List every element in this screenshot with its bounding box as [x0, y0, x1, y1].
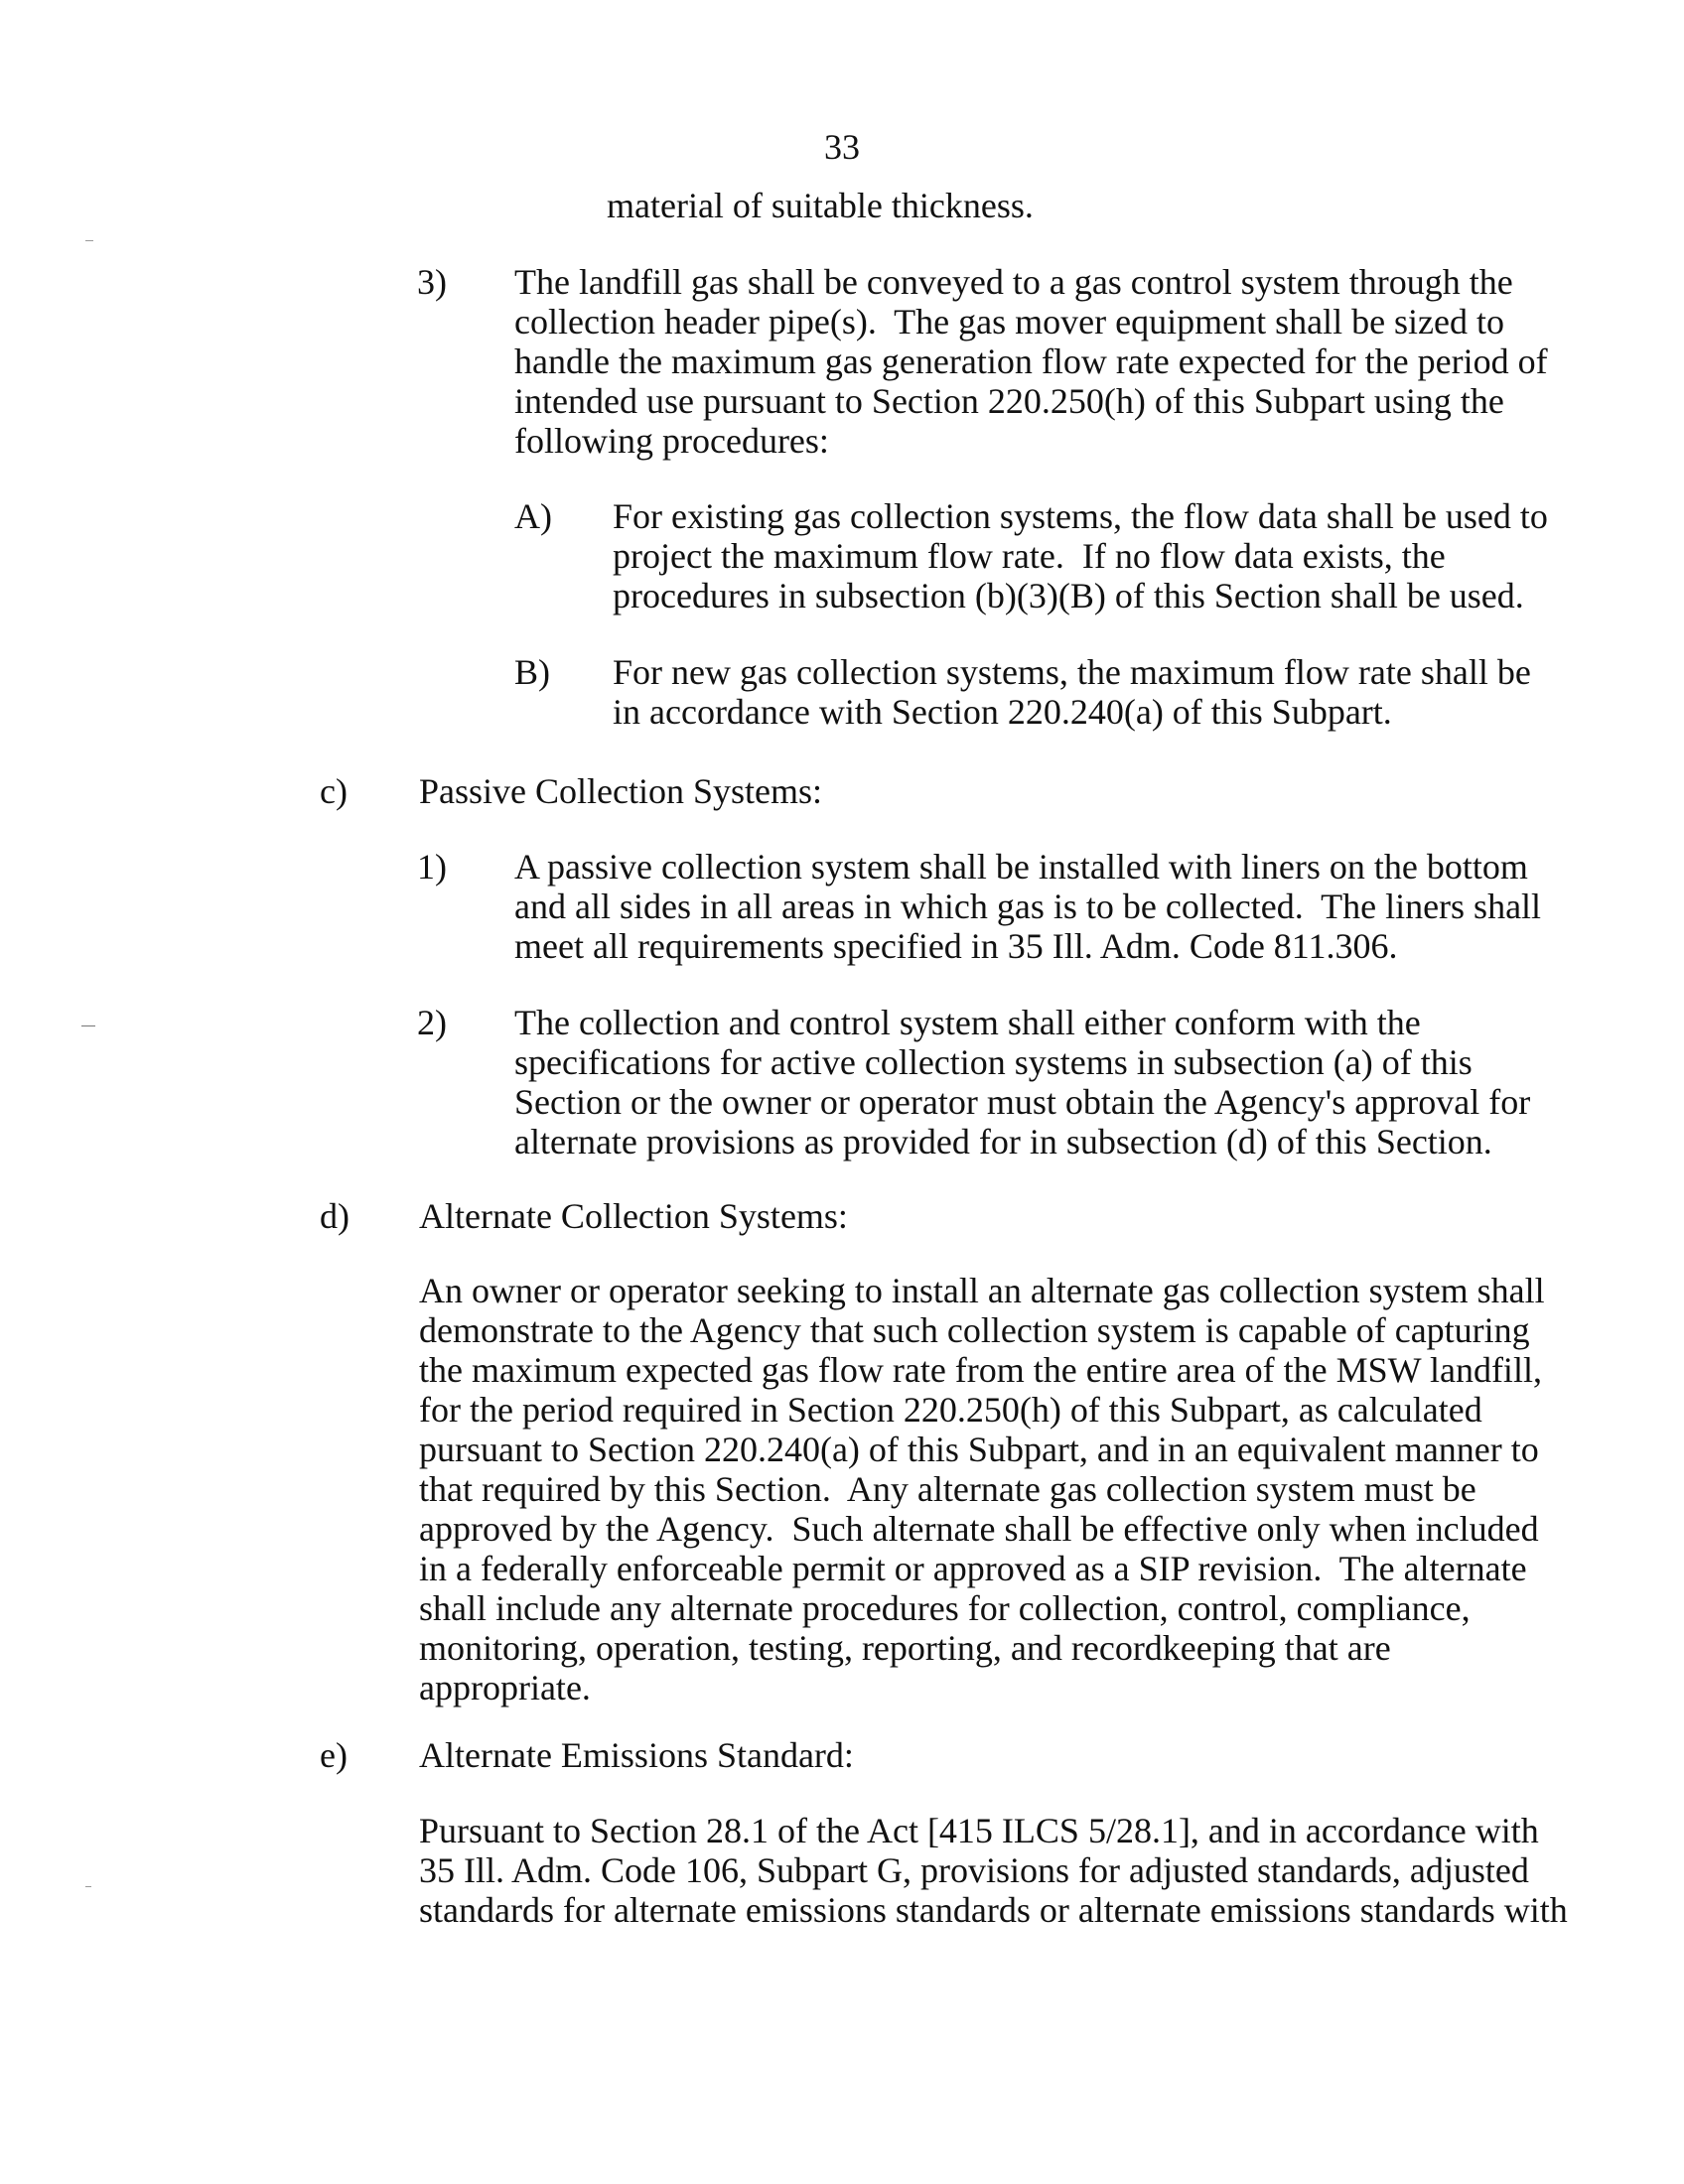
- item-c1-label: 1): [417, 847, 447, 887]
- item-b3-label: 3): [417, 262, 447, 302]
- text-line: For existing gas collection systems, the flow data shall be used to: [613, 496, 1548, 536]
- text-line: appropriate.: [419, 1668, 591, 1707]
- text-line: that required by this Section. Any alternate gas collection system must be: [419, 1469, 1476, 1509]
- item-b3-text: [514, 262, 1548, 461]
- section-e-label: e): [320, 1735, 348, 1775]
- section-c-heading: Passive Collection Systems:: [419, 771, 823, 811]
- text-line: An owner or operator seeking to install an alternate gas collection system shall: [419, 1271, 1545, 1310]
- text-line: The collection and control system shall either conform with the: [514, 1003, 1421, 1042]
- text-line: Section or the owner or operator must obtain the Agency's approval for: [514, 1082, 1531, 1122]
- item-c2-label: 2): [417, 1003, 447, 1042]
- text-line: in a federally enforceable permit or approved as a SIP revision. The alternate: [419, 1549, 1527, 1588]
- text-line: demonstrate to the Agency that such collection system is capable of capturing: [419, 1310, 1530, 1350]
- scan-margin-mark: [85, 240, 93, 241]
- text-line: handle the maximum gas generation flow rate expected for the period of: [514, 341, 1548, 381]
- section-d-label: d): [320, 1196, 350, 1236]
- item-b3b-label: B): [514, 652, 550, 692]
- item-b3a-text: [613, 496, 1548, 615]
- page-number: 33: [824, 127, 860, 167]
- item-b3a-label: A): [514, 496, 552, 536]
- section-e-paragraph: [419, 1811, 1568, 1930]
- scan-margin-mark: [81, 1025, 95, 1026]
- section-e-heading: Alternate Emissions Standard:: [419, 1735, 854, 1775]
- scan-margin-mark: [85, 1886, 91, 1887]
- text-line: For new gas collection systems, the maximum flow rate shall be: [613, 652, 1531, 692]
- text-line: in accordance with Section 220.240(a) of this Subpart.: [613, 692, 1392, 732]
- text-line: meet all requirements specified in 35 Ill. Adm. Code 811.306.: [514, 926, 1398, 966]
- text-line: The landfill gas shall be conveyed to a gas control system through the: [514, 262, 1513, 302]
- text-line: collection header pipe(s). The gas mover equipment shall be sized to: [514, 302, 1505, 341]
- text-line: Pursuant to Section 28.1 of the Act [415 ILCS 5/28.1], and in accordance with: [419, 1811, 1539, 1850]
- text-line: alternate provisions as provided for in subsection (d) of this Section.: [514, 1122, 1492, 1161]
- section-d-heading: Alternate Collection Systems:: [419, 1196, 848, 1236]
- text-line: A passive collection system shall be installed with liners on the bottom: [514, 847, 1528, 887]
- text-line: approved by the Agency. Such alternate shall be effective only when included: [419, 1509, 1539, 1549]
- section-d-paragraph: [419, 1271, 1545, 1707]
- text-line: intended use pursuant to Section 220.250(h) of this Subpart using the: [514, 381, 1504, 421]
- text-line: 35 Ill. Adm. Code 106, Subpart G, provisions for adjusted standards, adjusted: [419, 1850, 1529, 1890]
- text-line: procedures in subsection (b)(3)(B) of this Section shall be used.: [613, 576, 1524, 615]
- item-c1-text: [514, 847, 1541, 966]
- text-line: pursuant to Section 220.240(a) of this Subpart, and in an equivalent manner to: [419, 1430, 1539, 1469]
- item-c2-text: [514, 1003, 1530, 1161]
- text-line: and all sides in all areas in which gas is to be collected. The liners shall: [514, 887, 1542, 926]
- continuation-line: material of suitable thickness.: [607, 186, 1034, 225]
- text-line: for the period required in Section 220.250(h) of this Subpart, as calculated: [419, 1390, 1482, 1430]
- item-b3b-text: [613, 652, 1531, 732]
- text-line: the maximum expected gas flow rate from the entire area of the MSW landfill,: [419, 1350, 1542, 1390]
- text-line: standards for alternate emissions standards or alternate emissions standards with: [419, 1890, 1568, 1930]
- text-line: specifications for active collection systems in subsection (a) of this: [514, 1042, 1473, 1082]
- section-c-label: c): [320, 771, 348, 811]
- text-line: project the maximum flow rate. If no flow data exists, the: [613, 536, 1446, 576]
- text-line: following procedures:: [514, 421, 829, 461]
- text-line: monitoring, operation, testing, reporting, and recordkeeping that are: [419, 1628, 1391, 1668]
- text-line: shall include any alternate procedures for collection, control, compliance,: [419, 1588, 1471, 1628]
